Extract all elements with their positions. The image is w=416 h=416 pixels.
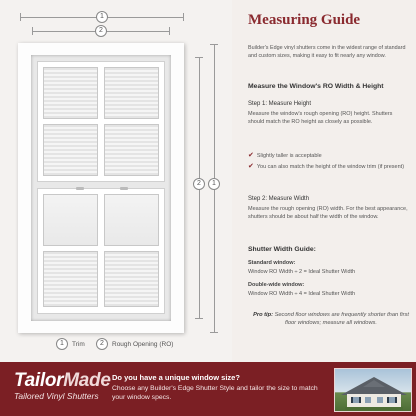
ro-width-tick-left — [32, 27, 33, 35]
pane-lower-right-bottom — [104, 251, 159, 307]
legend-trim-label: Trim — [72, 340, 85, 348]
pane-lower-left-bottom — [43, 251, 98, 307]
marker-ro-top: 2 — [95, 25, 107, 37]
trim-height-tick-top — [210, 44, 218, 45]
step2-title: Step 2: Measure Width — [248, 196, 310, 202]
step1-body: Measure the window's rough opening (RO) height. Shutters should match the RO height as closely as possible. — [248, 111, 393, 126]
standard-window-label: Standard window: — [248, 260, 296, 266]
house-illustration — [335, 369, 412, 412]
pane-upper-right-bottom — [104, 124, 159, 176]
pro-tip-label: Pro tip: — [253, 312, 273, 318]
pane-lower-left-top — [43, 194, 98, 246]
double-window-formula: Window RO Width ÷ 4 = Ideal Shutter Width — [248, 291, 356, 297]
legend-ro-marker: 2 — [96, 338, 108, 350]
legend-ro-label: Rough Opening (RO) — [112, 340, 174, 348]
legend-ro — [96, 338, 173, 350]
step1-title: Step 1: Measure Height — [248, 101, 312, 107]
trim-width-tick-left — [20, 13, 21, 21]
ro-height-tick-top — [195, 57, 203, 58]
ro-height-tick-bottom — [195, 318, 203, 319]
measure-heading: Measure the Window's RO Width & Height — [248, 83, 384, 90]
trim-height-tick-bottom — [210, 332, 218, 333]
check-item-1-text: Slightly taller is acceptable — [256, 153, 322, 159]
width-guide-heading: Shutter Width Guide: — [248, 246, 316, 253]
window-diagram — [0, 0, 232, 362]
pane-lower-right-top — [104, 194, 159, 246]
guide-title: Measuring Guide — [248, 12, 361, 28]
pane-upper-left-top — [43, 67, 98, 119]
house-photo — [334, 368, 412, 412]
pane-upper-left-bottom — [43, 124, 98, 176]
guide-intro: Builder's Edge vinyl shutters come in the widest range of standard and custom sizes, making it easy to fit nearly any window. — [248, 45, 406, 59]
banner-question: Do you have a unique window size? — [112, 373, 240, 382]
legend-trim — [56, 338, 85, 350]
banner-description: Choose any Builder's Edge Shutter Style and tailor the size to match your window specs. — [112, 385, 318, 401]
check-item-1 — [248, 152, 408, 160]
measuring-guide-panel — [232, 0, 416, 362]
legend-trim-marker: 1 — [56, 338, 68, 350]
check-item-2-text: You can also match the height of the window trim (if present) — [256, 164, 405, 170]
upper-sash — [37, 61, 165, 182]
brand-made: Made — [63, 370, 111, 391]
sash-lock-right — [120, 187, 128, 190]
checkmark-icon: ✔ — [248, 152, 254, 159]
step2-body: Measure the rough opening (RO) width. For the best appearance, shutters should be about half the width of the window. — [248, 206, 408, 221]
pro-tip-text: Second floor windows are frequently shorter than first floor windows; measure all windows. — [274, 312, 409, 327]
pro-tip — [252, 311, 410, 327]
marker-trim-top: 1 — [96, 11, 108, 23]
trim-width-tick-right — [183, 13, 184, 21]
window-trim — [18, 43, 184, 333]
marker-ro-side: 2 — [193, 178, 205, 190]
brand-subtitle: Tailored Vinyl Shutters — [14, 391, 99, 401]
standard-window-formula: Window RO Width ÷ 2 = Ideal Shutter Width — [248, 269, 356, 275]
checkmark-icon: ✔ — [248, 163, 254, 170]
tailormade-logo — [14, 370, 111, 401]
banner-copy — [112, 373, 327, 402]
marker-trim-side: 1 — [208, 178, 220, 190]
brand-tailor: Tailor — [14, 370, 64, 391]
check-item-2 — [248, 163, 408, 171]
ro-width-tick-right — [169, 27, 170, 35]
pane-upper-right-top — [104, 67, 159, 119]
sash-lock-left — [76, 187, 84, 190]
window-frame — [31, 55, 171, 321]
lower-sash — [37, 188, 165, 314]
double-window-label: Double-wide window: — [248, 282, 305, 288]
